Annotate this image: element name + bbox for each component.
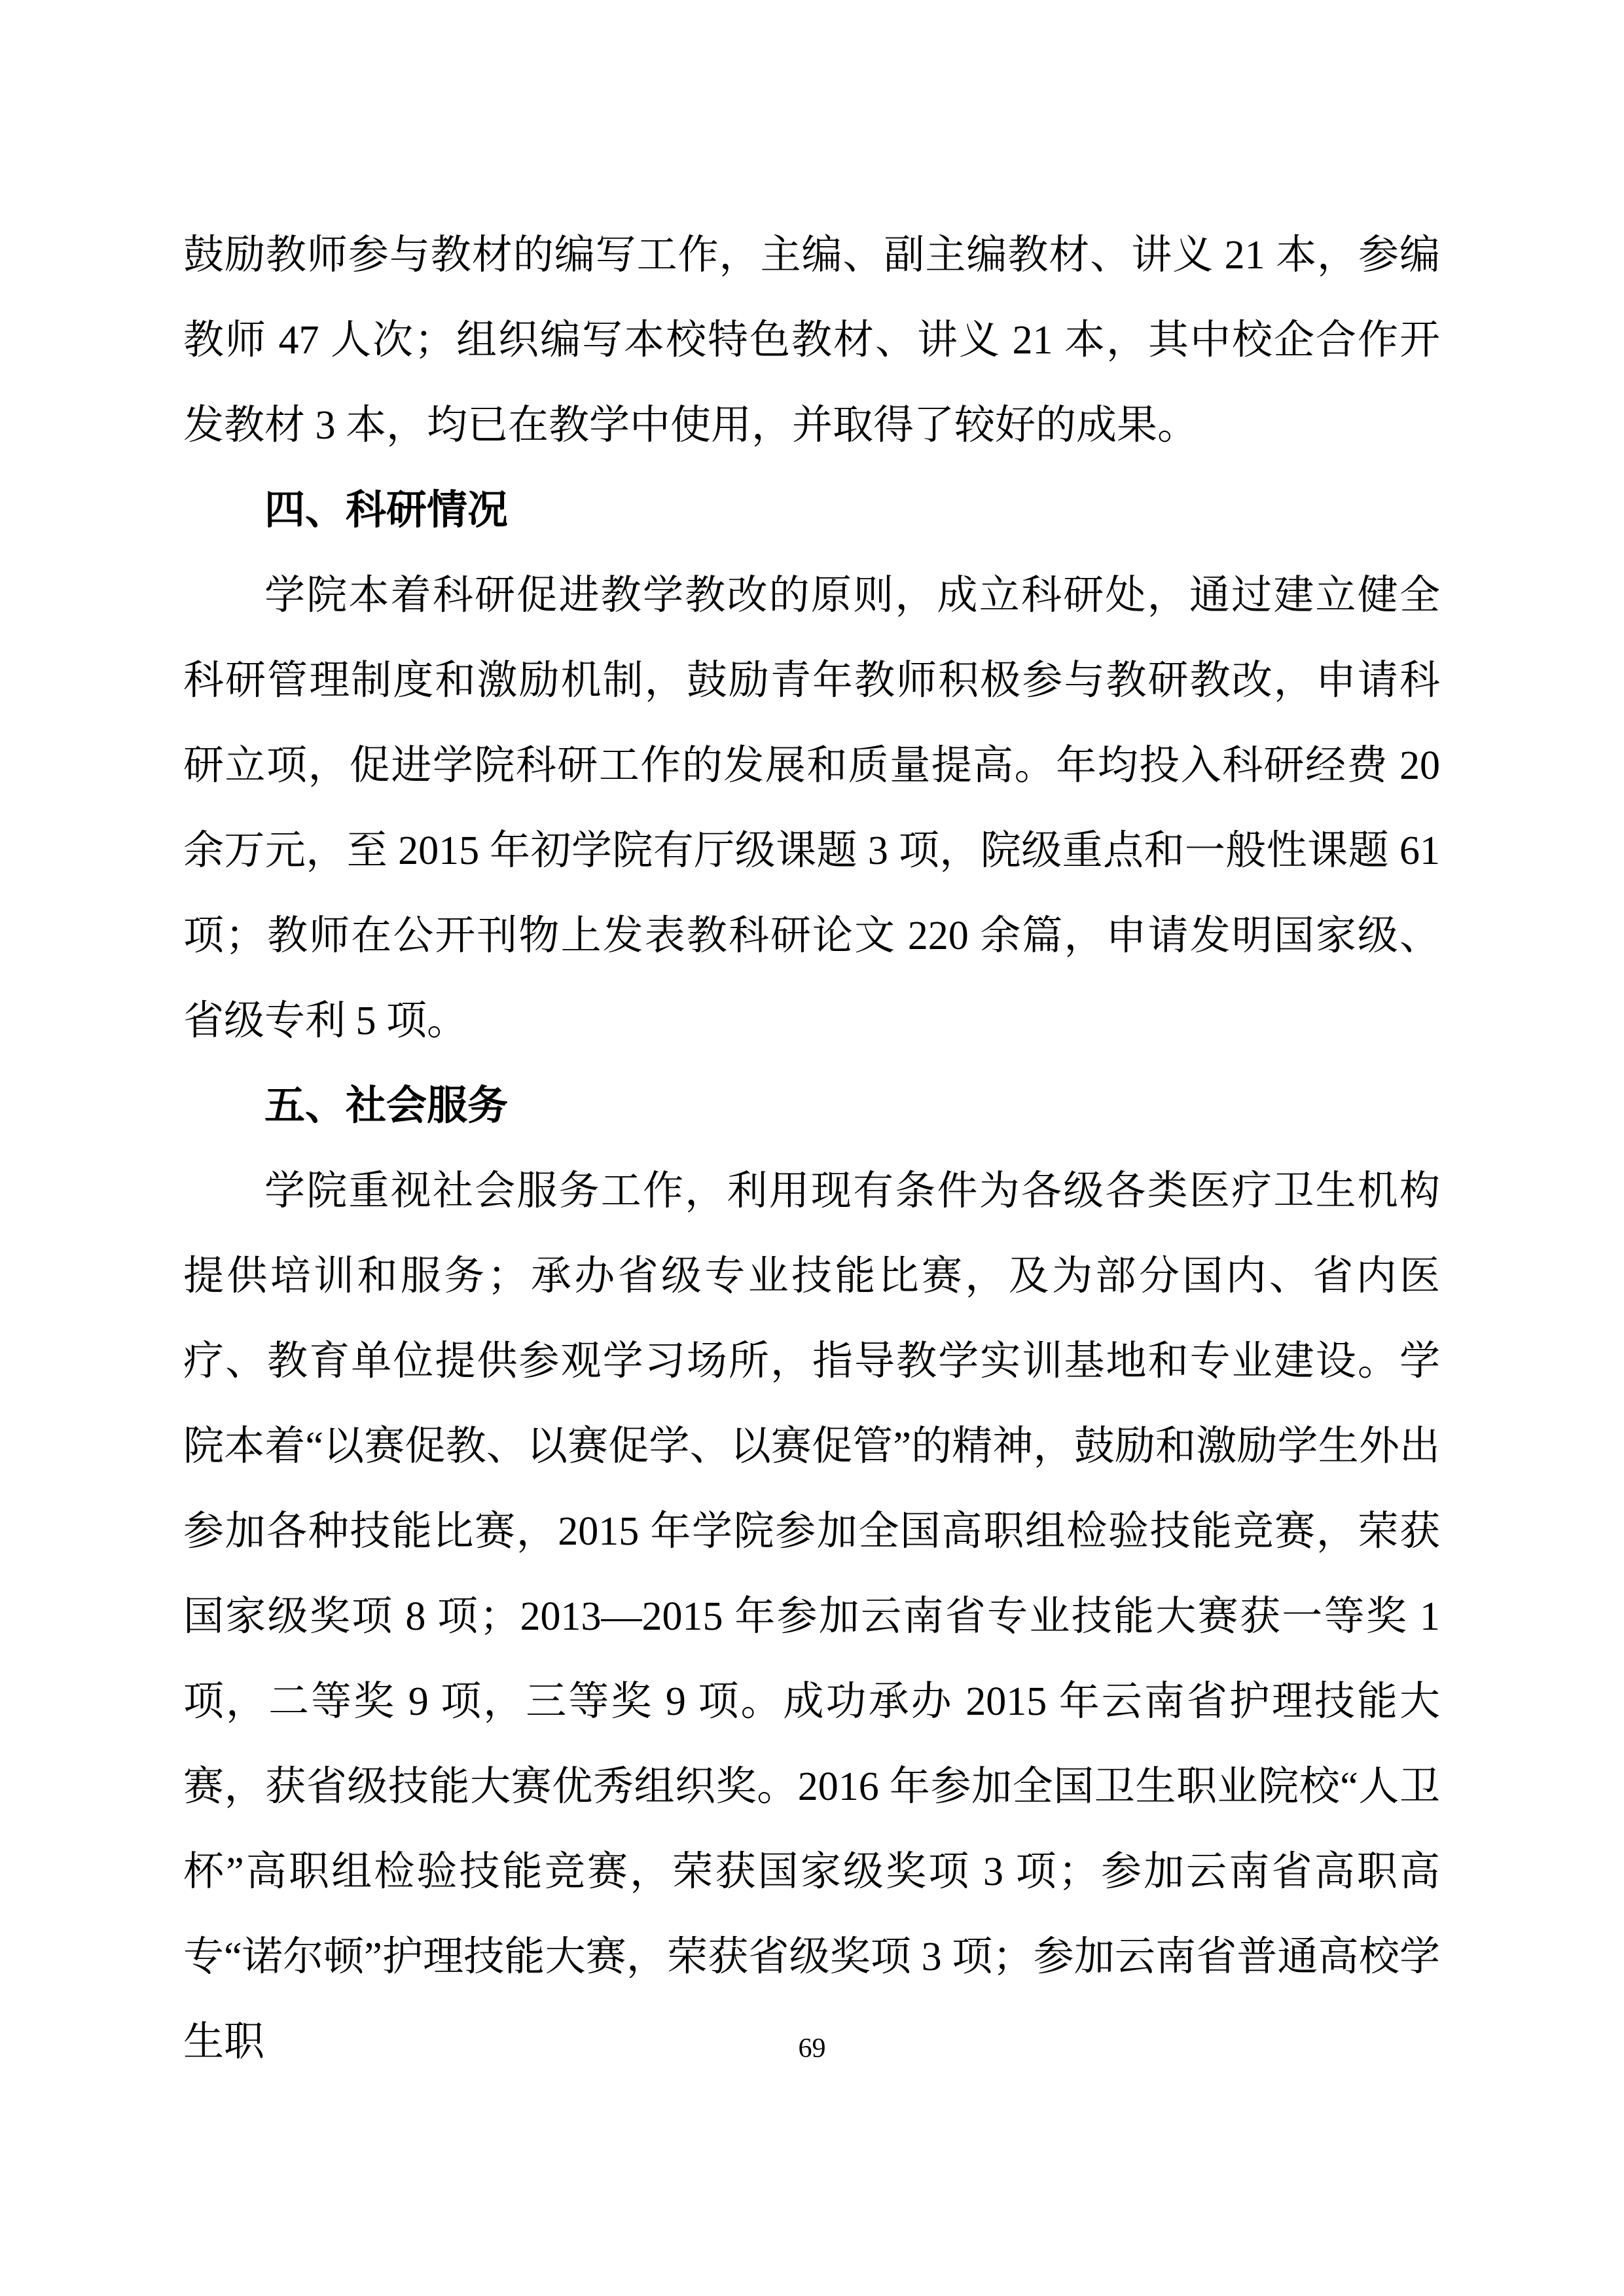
paragraph-research: 学院本着科研促进教学教改的原则，成立科研处，通过建立健全科研管理制度和激励机制，鼓励青年教师积极参与教研教改，申请科研立项，促进学院科研工作的发展和质量提高。年均投入科研经费 20 余万元，至 2015 年初学院有厅级课题 3 项，院级重点和一般性课题 61 项；教师在公开刊物上发表教科研论文 220 余篇，申请发明国家级、省级专利 5 项。 (183, 573, 1440, 1043)
document-body (183, 213, 1440, 2085)
paragraph-textbook-continuation: 鼓励教师参与教材的编写工作，主编、副主编教材、讲义 21 本，参编教师 47 人次；组织编写本校特色教材、讲义 21 本，其中校企合作开发教材 3 本，均已在教学中使用，并取得了较好的成果。 (183, 233, 1440, 448)
paragraph-social-service: 学院重视社会服务工作，利用现有条件为各级各类医疗卫生机构提供培训和服务；承办省级专业技能比赛，及为部分国内、省内医疗、教育单位提供参观学习场所，指导教学实训基地和专业建设。学院本着“以赛促教、以赛促学、以赛促管”的精神，鼓励和激励学生外出参加各种技能比赛，2015 年学院参加全国高职组检验技能竞赛，荣获国家级奖项 8 项；2013—2015 年参加云南省专业技能大赛获一等奖 1 项，二等奖 9 项，三等奖 9 项。成功承办 2015 年云南省护理技能大赛，获省级技能大赛优秀组织奖。2016 年参加全国卫生职业院校“人卫杯”高职组检验技能竞赛，荣获国家级奖项 3 项；参加云南省高职高专“诺尔顿”护理技能大赛，荣获省级奖项 3 项；参加云南省普通高校学生职 (183, 1169, 1440, 2064)
section-heading-research: 四、科研情况 (264, 488, 509, 533)
page-number: 69 (798, 2034, 826, 2064)
section-heading-social-service: 五、社会服务 (264, 1083, 509, 1128)
